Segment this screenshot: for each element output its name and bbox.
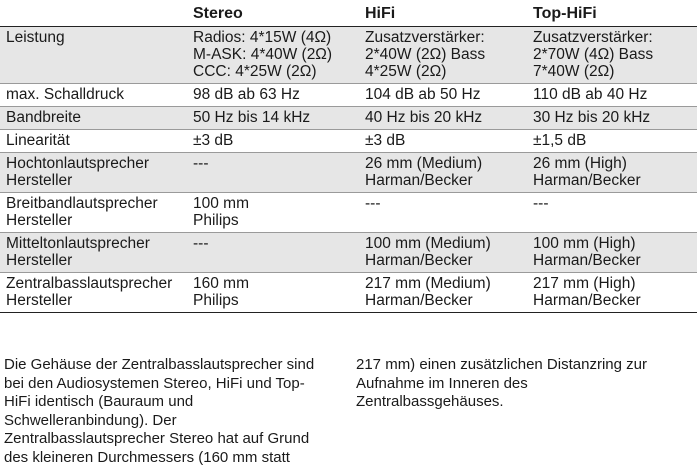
- cell-text: 26 mm (High): [533, 155, 697, 172]
- cell-text: CCC: 4*25W (2Ω): [193, 63, 363, 80]
- cell-text: 50 Hz bis 14 kHz: [193, 109, 363, 126]
- cell-text: Harman/Becker: [365, 292, 531, 309]
- table-row: [0, 273, 697, 313]
- value-cell: [363, 273, 531, 313]
- header-cell-label: [0, 0, 191, 27]
- cell-text: Hersteller: [6, 172, 191, 189]
- cell-text: ±3 dB: [193, 132, 363, 149]
- value-cell: [191, 27, 363, 84]
- cell-text: 2*70W (4Ω) Bass: [533, 46, 697, 63]
- cell-text: Breitbandlautsprecher: [6, 195, 191, 212]
- cell-text: 7*40W (2Ω): [533, 63, 697, 80]
- cell-text: 100 mm: [193, 195, 363, 212]
- cell-text: 217 mm (Medium): [365, 275, 531, 292]
- value-cell: [363, 84, 531, 107]
- value-cell: [191, 84, 363, 107]
- footnote-line: Zentralbasslautsprecher Stereo hat auf Grund: [4, 430, 334, 449]
- footnote-column-2: [356, 356, 694, 412]
- table-row: [0, 84, 697, 107]
- header-cell-hifi: HiFi: [363, 0, 531, 27]
- cell-text: Radios: 4*15W (4Ω): [193, 29, 363, 46]
- row-label-cell: [0, 84, 191, 107]
- value-cell: [191, 273, 363, 313]
- cell-text: 160 mm: [193, 275, 363, 292]
- cell-text: 110 dB ab 40 Hz: [533, 86, 697, 103]
- table-row: [0, 130, 697, 153]
- header-row: [0, 0, 697, 27]
- value-cell: [363, 130, 531, 153]
- value-cell: [531, 107, 697, 130]
- cell-text: ---: [533, 195, 697, 212]
- cell-text: 104 dB ab 50 Hz: [365, 86, 531, 103]
- cell-text: ---: [193, 235, 363, 252]
- value-cell: [363, 153, 531, 193]
- row-label-cell: [0, 130, 191, 153]
- value-cell: [531, 233, 697, 273]
- footnote-column-1: [4, 356, 334, 467]
- table-row: [0, 107, 697, 130]
- value-cell: [191, 233, 363, 273]
- cell-text: Hersteller: [6, 212, 191, 229]
- header-cell-stereo: Stereo: [191, 0, 363, 27]
- cell-text: ±1,5 dB: [533, 132, 697, 149]
- cell-text: Linearität: [6, 132, 191, 149]
- value-cell: [363, 233, 531, 273]
- cell-text: 98 dB ab 63 Hz: [193, 86, 363, 103]
- value-cell: [531, 130, 697, 153]
- value-cell: [531, 153, 697, 193]
- cell-text: Philips: [193, 212, 363, 229]
- footnote-line: bei den Audiosystemen Stereo, HiFi und Top-: [4, 375, 334, 394]
- cell-text: ---: [193, 155, 363, 172]
- cell-text: 100 mm (High): [533, 235, 697, 252]
- footnote-line: Aufnahme im Inneren des: [356, 375, 694, 394]
- cell-text: Leistung: [6, 29, 191, 46]
- cell-text: Harman/Becker: [533, 292, 697, 309]
- cell-text: 100 mm (Medium): [365, 235, 531, 252]
- cell-text: Zusatzverstärker:: [365, 29, 531, 46]
- footnote-line: 217 mm) einen zusätzlichen Distanzring zur: [356, 356, 694, 375]
- value-cell: [363, 27, 531, 84]
- cell-text: Harman/Becker: [533, 172, 697, 189]
- row-label-cell: [0, 27, 191, 84]
- cell-text: Hersteller: [6, 292, 191, 309]
- cell-text: Harman/Becker: [365, 252, 531, 269]
- table-body: [0, 27, 697, 313]
- cell-text: Hersteller: [6, 252, 191, 269]
- cell-text: ---: [365, 195, 531, 212]
- value-cell: [191, 107, 363, 130]
- value-cell: [531, 27, 697, 84]
- cell-text: Harman/Becker: [533, 252, 697, 269]
- cell-text: Zentralbasslautsprecher: [6, 275, 191, 292]
- cell-text: Philips: [193, 292, 363, 309]
- footnote-line: Die Gehäuse der Zentralbasslautsprecher sind: [4, 356, 334, 375]
- value-cell: [531, 84, 697, 107]
- cell-text: 4*25W (2Ω): [365, 63, 531, 80]
- value-cell: [191, 193, 363, 233]
- value-cell: [363, 193, 531, 233]
- cell-text: Hochtonlautsprecher: [6, 155, 191, 172]
- cell-text: Mitteltonlautsprecher: [6, 235, 191, 252]
- table-row: [0, 27, 697, 84]
- cell-text: max. Schalldruck: [6, 86, 191, 103]
- header-cell-top-hifi: Top-HiFi: [531, 0, 697, 27]
- row-label-cell: [0, 107, 191, 130]
- cell-text: Harman/Becker: [365, 172, 531, 189]
- value-cell: [363, 107, 531, 130]
- row-label-cell: [0, 153, 191, 193]
- cell-text: 26 mm (Medium): [365, 155, 531, 172]
- cell-text: 30 Hz bis 20 kHz: [533, 109, 697, 126]
- value-cell: [531, 273, 697, 313]
- footnote-line: HiFi identisch (Bauraum und: [4, 393, 334, 412]
- row-label-cell: [0, 233, 191, 273]
- cell-text: 2*40W (2Ω) Bass: [365, 46, 531, 63]
- cell-text: M-ASK: 4*40W (2Ω): [193, 46, 363, 63]
- footnote-line: Zentralbassgehäuses.: [356, 393, 694, 412]
- cell-text: 217 mm (High): [533, 275, 697, 292]
- table-row: [0, 153, 697, 193]
- row-label-cell: [0, 193, 191, 233]
- footnote-line: des kleineren Durchmessers (160 mm statt: [4, 449, 334, 467]
- value-cell: [531, 193, 697, 233]
- row-label-cell: [0, 273, 191, 313]
- footnote-line: Schwelleranbindung). Der: [4, 412, 334, 431]
- table-row: [0, 193, 697, 233]
- value-cell: [191, 153, 363, 193]
- table-row: [0, 233, 697, 273]
- value-cell: [191, 130, 363, 153]
- cell-text: 40 Hz bis 20 kHz: [365, 109, 531, 126]
- cell-text: Zusatzverstärker:: [533, 29, 697, 46]
- cell-text: Bandbreite: [6, 109, 191, 126]
- cell-text: ±3 dB: [365, 132, 531, 149]
